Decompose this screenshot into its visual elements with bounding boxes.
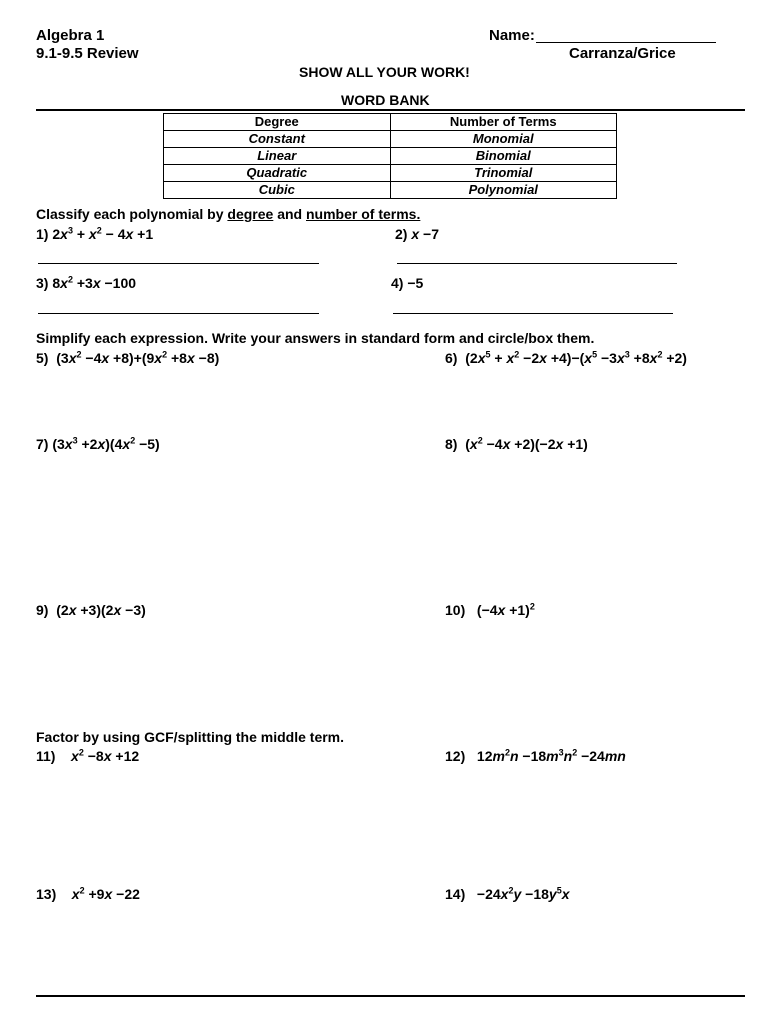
problem-7: 7) $(3x^3 +2x)(4x^2 -5)$ [36,435,160,452]
teacher-names: Carranza/Grice [569,45,676,62]
problem-5: 5) $(3x^2 -4x +8)+(9x^2 +8x -8)$ [36,349,220,366]
word-bank-row [164,148,617,165]
word-bank-table [163,113,617,199]
word-bank-row [164,165,617,182]
degree-cell: Cubic [164,182,391,199]
simplify-instruction: Simplify each expression. Write your answers in standard form and circle/box them. [36,330,595,346]
problem-2: 2) x −7 [395,226,439,242]
show-work-instruction: SHOW ALL YOUR WORK! [299,64,470,80]
footer-divider [36,995,745,997]
problem-14: $14) -24x^2y -18y^5x$ [445,885,570,902]
problem-9: 9) (2x +3)(2x −3) [36,602,146,618]
terms-cell: Binomial [390,148,617,165]
classify-instruction: Classify each polynomial by degree and number of terms. [36,206,421,222]
problem-13: 13) $x^2 +9x -22$ [36,885,140,902]
terms-header: Number of Terms [390,114,617,131]
problem-11: 11) $x^2 -8x +12$ [36,747,140,764]
terms-cell: Trinomial [390,165,617,182]
problem-1: 1) $2x^3 + x^2 - 4x +1$ [36,225,154,242]
problem-4: 4) −5 [391,275,424,291]
problem-6: 6) $(2x^5 + x^2 -2x +4)-(x^5 -3x^3 +8x^2 +2)$ [445,349,687,366]
word-bank-title: WORD BANK [341,92,430,108]
degree-cell: Quadratic [164,165,391,182]
answer-line-1[interactable] [38,263,319,264]
word-bank-row [164,182,617,199]
terms-underlined: number of terms. [306,206,421,222]
degree-header: Degree [164,114,391,131]
answer-line-2[interactable] [397,263,677,264]
name-label: Name: [489,27,535,44]
header-divider [36,109,745,111]
degree-cell: Constant [164,131,391,148]
degree-cell: Linear [164,148,391,165]
problem-8: 8) $(x^2 -4x +2)(-2x +1)$ [445,435,588,452]
degree-underlined: degree [227,206,274,222]
unit-title: 9.1-9.5 Review [36,45,139,62]
answer-line-3[interactable] [38,313,319,314]
answer-line-4[interactable] [393,313,673,314]
problem-10: 10) $(-4x +1)^2$ [445,601,535,618]
word-bank-row [164,131,617,148]
terms-cell: Monomial [390,131,617,148]
terms-cell: Polynomial [390,182,617,199]
name-line[interactable] [536,42,716,43]
problem-3: 3) $8x^2 +3x -100$ [36,274,137,291]
problem-12: 12) $12m^2n -18m^3n^2 -24mn$ [445,747,626,764]
factor-instruction: Factor by using GCF/splitting the middle term. [36,729,345,745]
course-title: Algebra 1 [36,27,105,44]
word-bank-header-row [164,114,617,131]
